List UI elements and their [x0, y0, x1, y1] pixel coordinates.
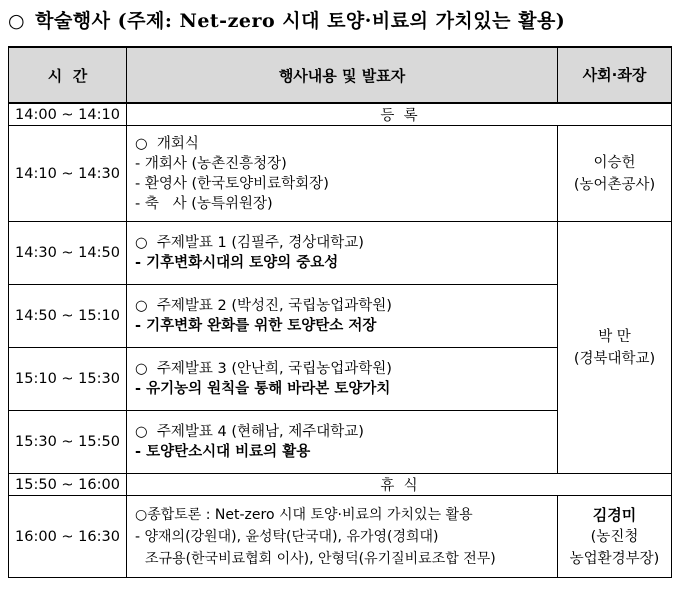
time-cell: 15:30 ~ 15:50 [9, 411, 127, 474]
chair-affiliation: (경북대학교) [573, 350, 656, 367]
time-cell: 14:50 ~ 15:10 [9, 285, 127, 348]
chair-name: 이승헌 [593, 154, 636, 171]
content-line: 조규용(한국비료협회 이사), 안형덕(유기질비료조합 전무) [145, 550, 496, 567]
content-cell [127, 348, 558, 411]
content-cell [127, 411, 558, 474]
content-line: ○ 주제발표 2 (박성진, 국립농업과학원) [135, 298, 392, 314]
chair-name: 김경미 [592, 505, 637, 524]
table-header-row [9, 47, 672, 103]
break-label: 휴 식 [380, 478, 418, 494]
page-title [8, 6, 565, 33]
content-line: - 양재의(강원대), 윤성탁(단국대), 유가영(경희대) [135, 528, 439, 545]
title-bullet: ○ [8, 10, 26, 32]
content-line: - 환영사 (한국토양비료학회장) [135, 175, 329, 192]
table-row [9, 103, 672, 126]
registration-cell [127, 103, 672, 126]
time-cell: 14:10 ~ 14:30 [9, 126, 127, 222]
content-line: - 토양탄소시대 비료의 활용 [135, 444, 311, 460]
content-line: - 축 사 (농특위원장) [135, 195, 273, 212]
content-line: ○ 주제발표 1 (김필주, 경상대학교) [135, 235, 364, 251]
content-line: - 유기농의 원칙을 통해 바라본 토양가치 [135, 381, 391, 397]
header-time: 시 간 [9, 47, 127, 103]
time-cell: 14:30 ~ 14:50 [9, 222, 127, 285]
content-line: ○ 개회식 [135, 135, 199, 152]
content-line: - 개회사 (농촌진흥청장) [135, 155, 287, 172]
time-cell: 15:10 ~ 15:30 [9, 348, 127, 411]
content-cell [127, 285, 558, 348]
table-row [9, 496, 672, 578]
chair-cell [558, 496, 672, 578]
content-line: ○ 주제발표 4 (현해남, 제주대학교) [135, 424, 364, 440]
chair-affiliation: 농업환경부장) [569, 550, 660, 567]
table-row [9, 474, 672, 496]
content-line: - 기후변화시대의 토양의 중요성 [135, 255, 339, 271]
chair-cell [558, 222, 672, 474]
header-content: 행사내용 및 발표자 [127, 47, 558, 103]
content-cell [127, 222, 558, 285]
chair-name: 박 만 [598, 328, 631, 345]
content-line: ○ 주제발표 3 (안난희, 국립농업과학원) [135, 361, 392, 377]
registration-label: 등 록 [380, 108, 418, 124]
table-row [9, 126, 672, 222]
break-cell [127, 474, 672, 496]
content-cell [127, 126, 558, 222]
content-line: ○종합토론 : Net-zero 시대 토양·비료의 가치있는 활용 [135, 506, 473, 523]
time-cell: 14:00 ~ 14:10 [9, 103, 127, 126]
chair-cell [558, 126, 672, 222]
time-cell: 16:00 ~ 16:30 [9, 496, 127, 578]
chair-affiliation: (농어촌공사) [573, 176, 656, 193]
title-text: 학술행사 (주제: Net-zero 시대 토양·비료의 가치있는 활용) [35, 10, 566, 32]
content-line: - 기후변화 완화를 위한 토양탄소 저장 [135, 318, 377, 334]
content-cell [127, 496, 558, 578]
schedule-table [8, 46, 672, 578]
time-cell: 15:50 ~ 16:00 [9, 474, 127, 496]
header-chair: 사회·좌장 [558, 47, 672, 103]
table-row [9, 222, 672, 285]
chair-affiliation: (농진청 [590, 528, 639, 545]
